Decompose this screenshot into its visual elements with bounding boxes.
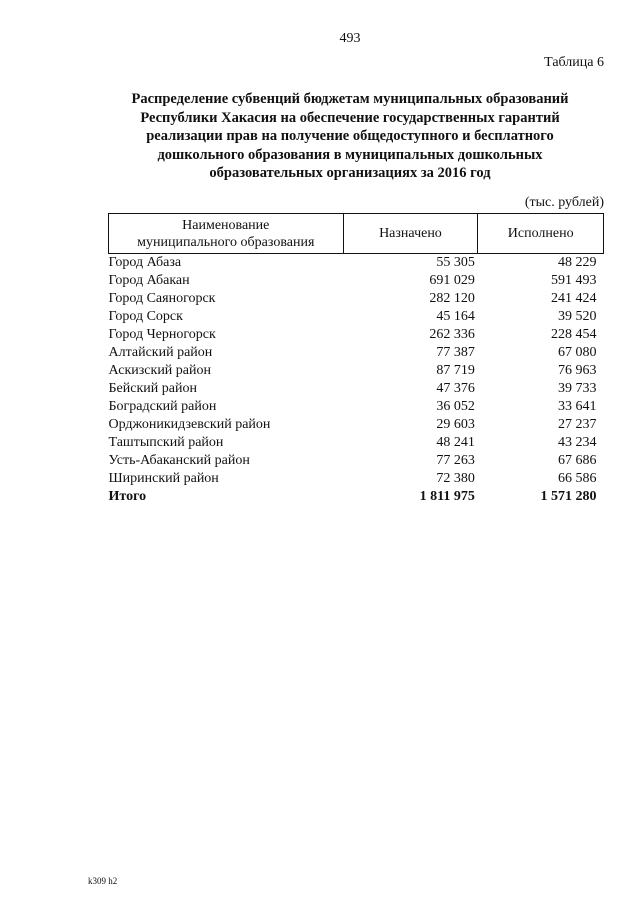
municipality-name-cell: Боградский район	[108, 399, 217, 414]
table-row	[109, 452, 604, 470]
document-heading	[90, 90, 610, 183]
municipality-name-cell: Город Черногорск	[108, 327, 216, 342]
table-row	[109, 254, 604, 273]
assigned-value-cell: 77 263	[436, 453, 475, 468]
municipality-name-cell: Аскизский район	[108, 363, 211, 378]
municipality-name-cell: Город Сорск	[108, 309, 183, 324]
executed-value-cell: 66 586	[558, 471, 597, 486]
executed-value-cell: 27 237	[558, 417, 597, 432]
municipality-name-cell: Город Абакан	[108, 273, 190, 288]
municipality-name-cell: Орджоникидзевский район	[108, 417, 271, 432]
table-row	[109, 398, 604, 416]
executed-value-cell: 67 686	[558, 453, 597, 468]
table-body	[109, 254, 604, 507]
assigned-value-cell: 77 387	[436, 345, 475, 360]
table-row	[109, 308, 604, 326]
municipality-name-cell: Итого	[108, 489, 147, 504]
municipality-name-cell: Алтайский район	[108, 345, 213, 360]
heading-line: реализации прав на получение общедоступного и бесплатного	[146, 128, 554, 144]
executed-value-cell: 241 424	[551, 291, 597, 306]
municipality-name-cell: Таштыпский район	[108, 435, 224, 450]
table-row	[109, 434, 604, 452]
column-header-name-line: муниципального образования	[137, 234, 315, 250]
assigned-value-cell: 282 120	[429, 291, 475, 306]
heading-line: образовательных организациях за 2016 год	[209, 165, 491, 181]
executed-value-cell: 67 080	[558, 345, 597, 360]
executed-value-cell: 39 733	[558, 381, 597, 396]
footer-code: k309 h2	[88, 876, 118, 886]
column-header-name	[109, 214, 344, 254]
municipality-name-cell: Город Абаза	[108, 255, 182, 270]
subsidies-table	[108, 213, 604, 506]
heading-line: Республики Хакасия на обеспечение государственных гарантий	[140, 109, 560, 126]
table-row	[109, 290, 604, 308]
executed-value-cell: 76 963	[558, 363, 597, 378]
total-row	[109, 488, 604, 506]
executed-value-cell: 1 571 280	[540, 489, 597, 504]
municipality-name-cell: Ширинский район	[108, 471, 219, 486]
assigned-value-cell: 48 241	[436, 435, 475, 450]
column-header-assigned: Назначено	[343, 214, 478, 254]
units-note: (тыс. рублей)	[524, 195, 604, 210]
heading-line: Распределение субвенций бюджетам муниципальных образований	[131, 91, 569, 107]
assigned-value-cell: 47 376	[436, 381, 475, 396]
table-row	[109, 416, 604, 434]
executed-value-cell: 33 641	[558, 399, 597, 414]
page-number: 493	[339, 31, 361, 46]
municipality-name-cell: Город Саяногорск	[108, 291, 216, 306]
executed-value-cell: 39 520	[558, 309, 597, 324]
table-row	[109, 344, 604, 362]
assigned-value-cell: 87 719	[436, 363, 475, 378]
table-row	[109, 470, 604, 488]
assigned-value-cell: 29 603	[436, 417, 475, 432]
table-row	[109, 326, 604, 344]
assigned-value-cell: 262 336	[429, 327, 475, 342]
assigned-value-cell: 691 029	[429, 273, 475, 288]
table-row	[109, 362, 604, 380]
assigned-value-cell: 1 811 975	[419, 489, 475, 504]
assigned-value-cell: 45 164	[436, 309, 475, 324]
municipality-name-cell: Усть-Абаканский район	[108, 453, 250, 468]
executed-value-cell: 48 229	[558, 255, 597, 270]
executed-value-cell: 228 454	[551, 327, 597, 342]
executed-value-cell: 43 234	[558, 435, 597, 450]
executed-value-cell: 591 493	[551, 273, 597, 288]
municipality-name-cell: Бейский район	[108, 381, 197, 396]
column-header-name-line: Наименование	[182, 217, 270, 233]
assigned-value-cell: 36 052	[436, 399, 475, 414]
assigned-value-cell: 72 380	[436, 471, 475, 486]
heading-line: дошкольного образования в муниципальных дошкольных	[157, 146, 543, 163]
table-row	[109, 380, 604, 398]
table-header-row	[109, 214, 604, 254]
table-label: Таблица 6	[544, 55, 604, 70]
column-header-executed: Исполнено	[478, 214, 604, 254]
table-row	[109, 272, 604, 290]
assigned-value-cell: 55 305	[436, 255, 475, 270]
